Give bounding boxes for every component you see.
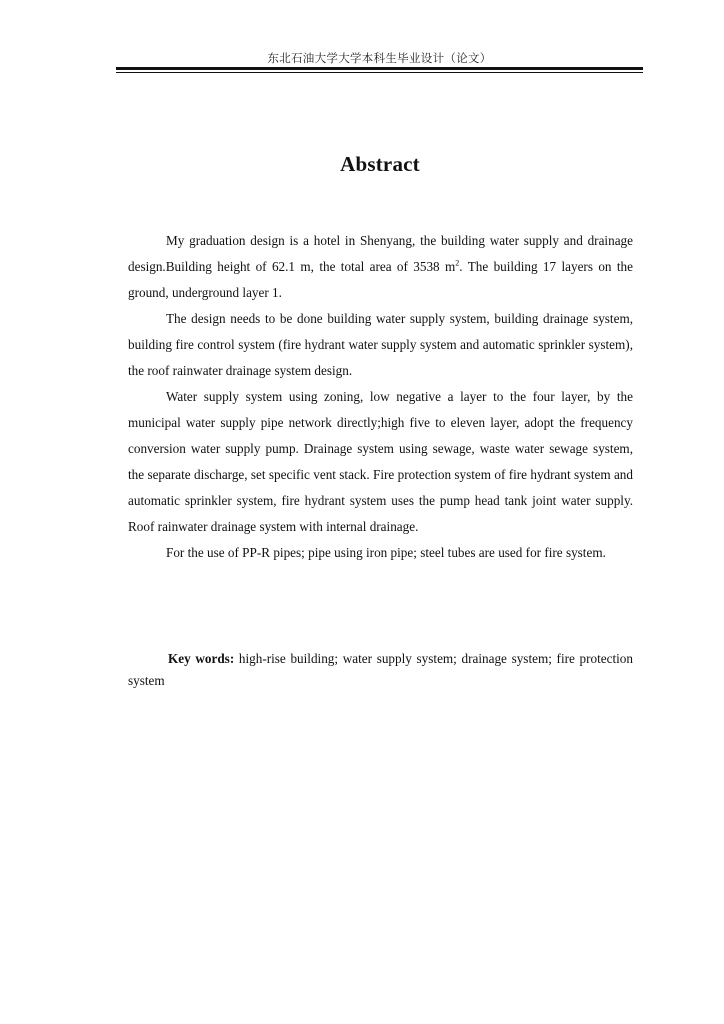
paragraph-1-text-a: My graduation design is a hotel in Shenyang, the building water supply and drainage design.Building height of 62.1 m, the total area of 3538 m: [128, 233, 633, 274]
keywords-paragraph: [128, 648, 633, 692]
keywords-text: high-rise building; water supply system; drainage system; fire protection system: [128, 651, 633, 688]
abstract-paragraph-4: For the use of PP-R pipes; pipe using iron pipe; steel tubes are used for fire system.: [166, 545, 606, 560]
keywords-section: [128, 648, 633, 692]
abstract-paragraph-1: [128, 228, 633, 306]
paragraph-1-text-b: . The building 17 layers on the ground, underground layer 1.: [128, 259, 633, 300]
abstract-paragraph-2: The design needs to be done building water supply system, building drainage system, building fire control system (fire hydrant water supply system and automatic sprinkler system), the roof rainwater drainage system design.: [128, 311, 633, 378]
header-rule-thick: [116, 67, 643, 70]
page-title: Abstract: [340, 152, 420, 176]
abstract-paragraph-3: Water supply system using zoning, low negative a layer to the four layer, by the municipal water supply pipe network directly;high five to eleven layer, adopt the frequency conversion water supply pump. Drainage system using sewage, waste water sewage system, the separate discharge, set specific vent stack. Fire protection system of fire hydrant system and automatic sprinkler system, fire hydrant system uses the pump head tank joint water supply. Roof rainwater drainage system with internal drainage.: [128, 389, 633, 534]
abstract-body: [128, 228, 633, 566]
running-header: 东北石油大学大学本科生毕业设计（论文）: [267, 51, 492, 65]
superscript-2: 2: [455, 258, 460, 268]
header-rule-thin: [116, 72, 643, 73]
keywords-label: Key words:: [168, 651, 235, 666]
